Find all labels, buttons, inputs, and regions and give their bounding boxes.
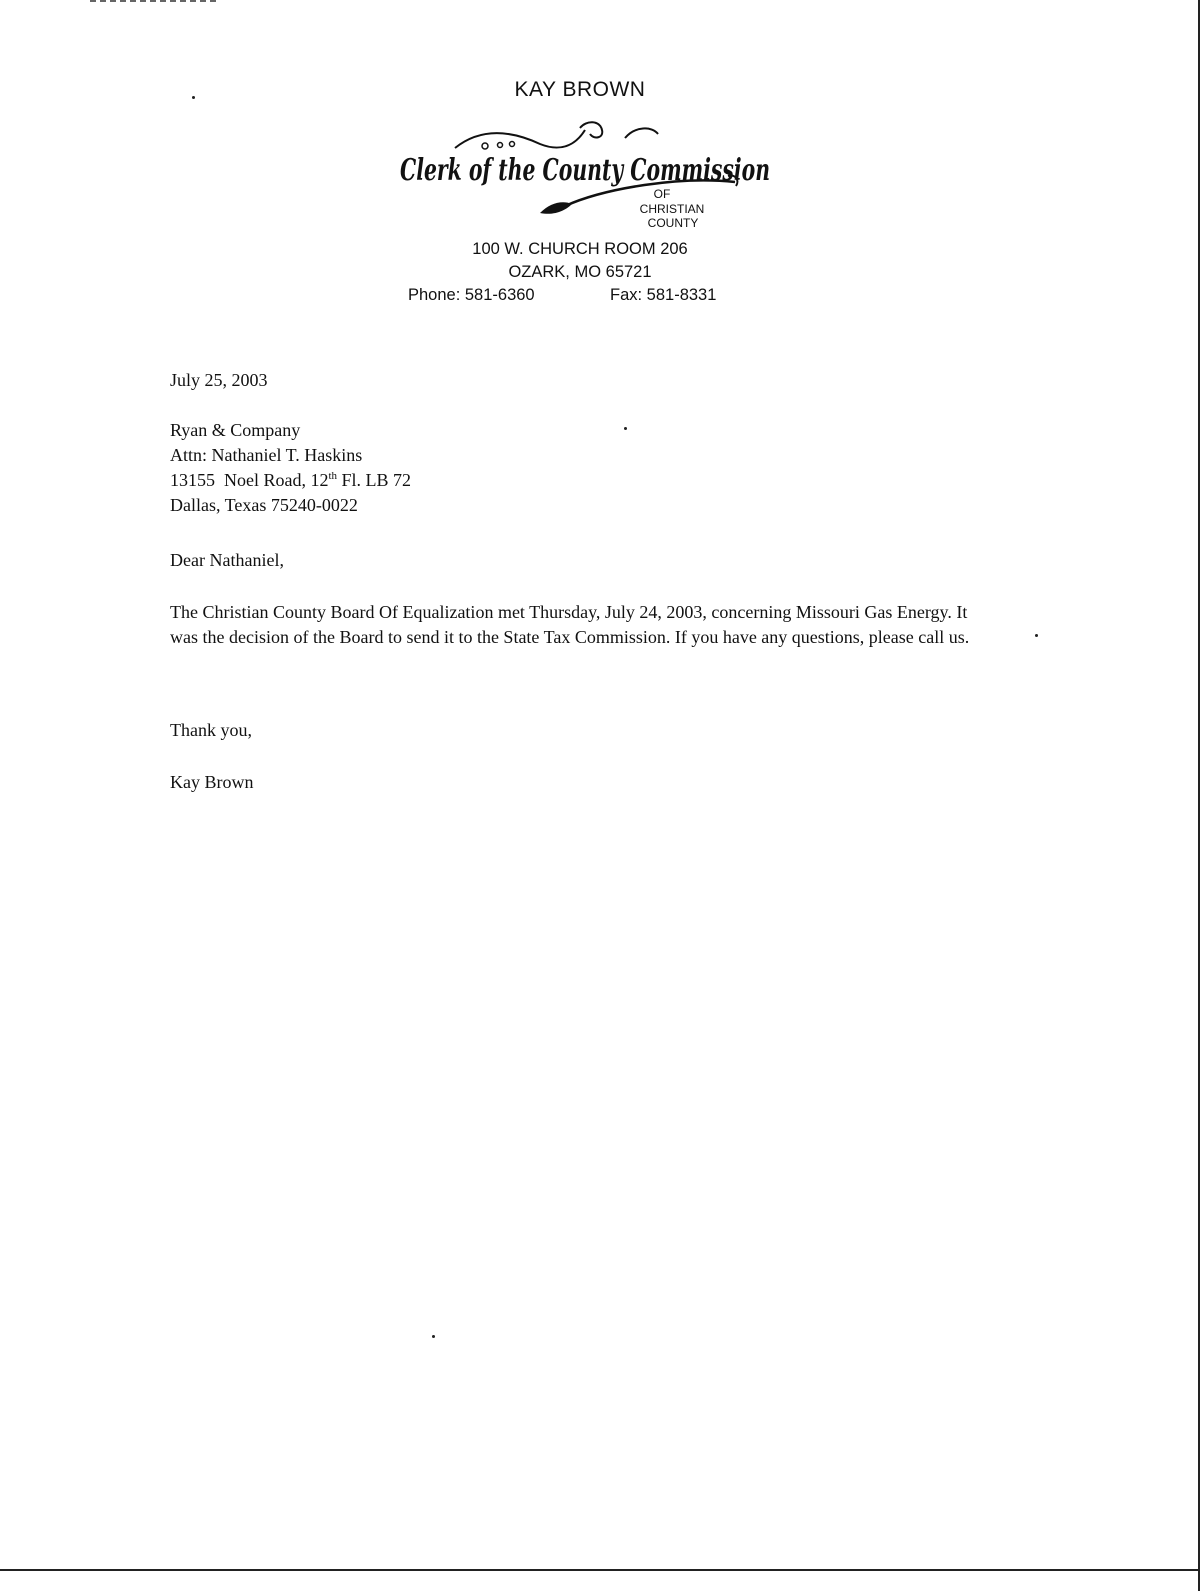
seal-county-line1: CHRISTIAN [639, 202, 705, 216]
scan-edge-bottom [0, 1569, 1200, 1571]
recipient-street-number: 13155 [170, 470, 215, 490]
recipient-address [170, 418, 411, 518]
letterhead-phone: Phone: 581-6360 [408, 286, 535, 304]
recipient-street-rest: Fl. LB 72 [337, 470, 412, 490]
closing: Thank you, [170, 720, 252, 740]
signature: Kay Brown [170, 772, 254, 792]
recipient-street [170, 468, 411, 493]
letter-date: July 25, 2003 [170, 370, 268, 390]
letterhead-name: KAY BROWN [514, 78, 646, 101]
scan-speck [624, 427, 627, 430]
recipient-attn: Attn: Nathaniel T. Haskins [170, 445, 363, 465]
scan-speck [432, 1335, 435, 1338]
scan-edge-top [90, 0, 220, 2]
county-clerk-seal [390, 118, 770, 218]
letterhead-street: 100 W. CHURCH ROOM 206 [472, 240, 688, 258]
seal-title: Clerk of the County Commission [400, 153, 770, 188]
letterhead-city: OZARK, MO 65721 [508, 263, 652, 281]
salutation: Dear Nathaniel, [170, 550, 284, 570]
scan-speck [192, 96, 195, 99]
letter-paragraph: The Christian County Board Of Equalization met Thursday, July 24, 2003, concerning Missouri Gas Energy. It was the decision of the Board to send it to the State Tax Commission. If you have any questions, please call us. [170, 602, 970, 647]
seal-county-line2: COUNTY [647, 216, 699, 230]
seal-of: OF [653, 187, 671, 201]
recipient-company: Ryan & Company [170, 420, 301, 440]
letterhead-fax: Fax: 581-8331 [610, 286, 717, 304]
recipient-street-name: Noel Road, 12 [224, 470, 329, 490]
recipient-city: Dallas, Texas 75240-0022 [170, 495, 358, 515]
scan-speck [1035, 634, 1038, 637]
recipient-street-suffix: th [328, 470, 338, 482]
